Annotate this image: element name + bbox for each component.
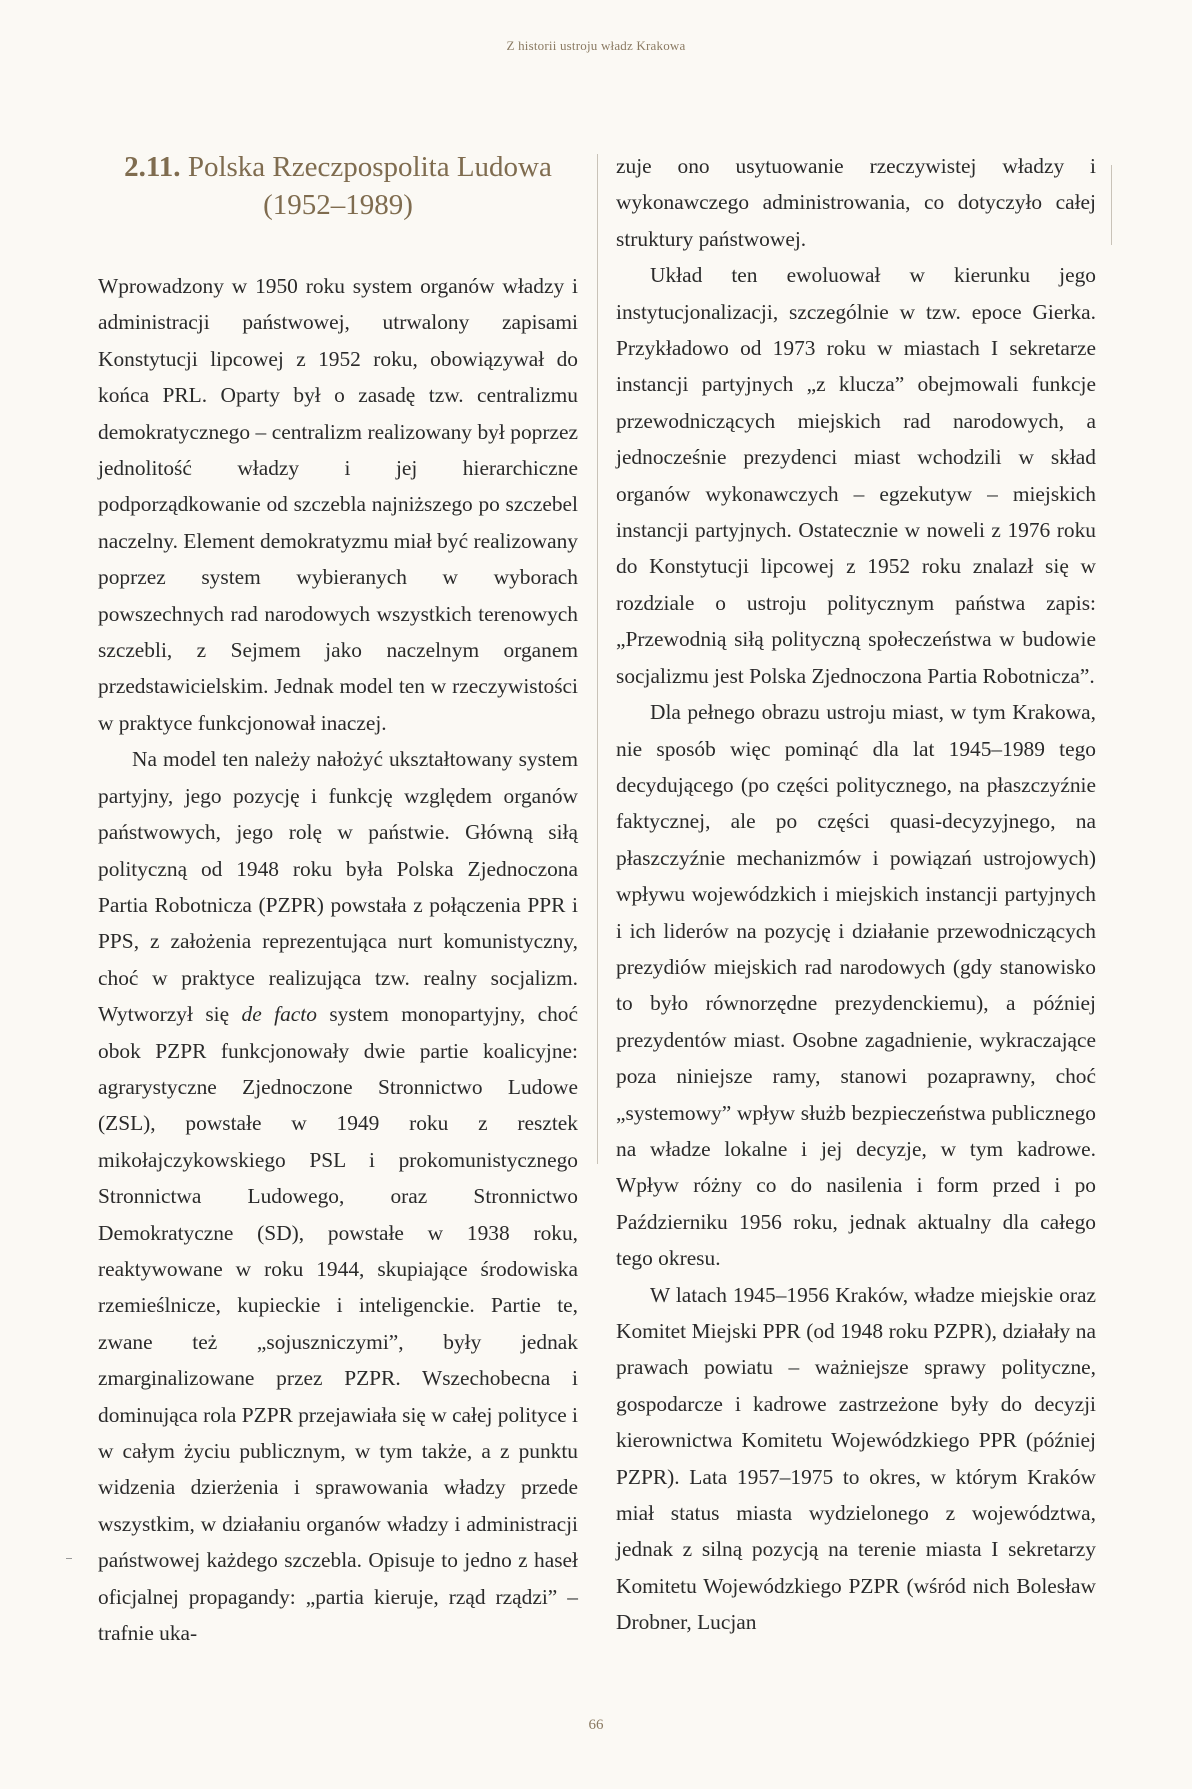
paragraph: Układ ten ewoluował w kierunku jego instytucjonalizacji, szczególnie w tzw. epoce Gierka. Przykładowo od 1973 roku w miastach I sekretarze instancji partyjnych „z klucza” obejmowali funkcje przewodniczących miejskich rad narodowych, a jednocześnie prezydenci miast wchodzili w skład organów wykonawczych – egzekutyw – miejskich instancji partyjnych. Ostatecznie w noweli z 1976 roku do Konstytucji lipcowej z 1952 roku znalazł się w rozdziale o ustroju politycznym państwa zapis: „Przewodnią siłą polityczną społeczeństwa w budowie socjalizmu jest Polska Zjednoczona Partia Robotnicza”. [616,263,1096,688]
paragraph: Dla pełnego obrazu ustroju miast, w tym Krakowa, nie sposób więc pominąć dla lat 1945–1989 tego decydującego (po części politycznego, na płaszczyźnie faktycznej, ale po części quasi-decyzyjnego, na płaszczyźnie mechanizmów i powiązań ustrojowych) wpływu wojewódzkich i miejskich instancji partyjnych i ich liderów na pozycję i działanie przewodniczących prezydiów miejskich rad narodowych (gdy stanowisko to było równorzędne prezydenckiemu), a później prezydentów miast. Osobne zagadnienie, wykraczające poza niniejsze ramy, stanowi pozaprawny, choć „systemowy” wpływ służb bezpieczeństwa publicznego na władze lokalne i jej decyzje, w tym kadrowe. Wpływ różny co do nasilenia i form przed i po Październiku 1956 roku, jednak aktualny dla całego tego okresu. [616,700,1096,1271]
paragraph-text: Na model ten należy nałożyć ukształtowany system partyjny, jego pozycję i funkcję względem organów państwowych, jego rolę w państwie. Główną siłą polityczną od 1948 roku była Polska Zjednoczona Partia Robotnicza (PZPR) powstała z połączenia PPR i PPS, z założenia reprezentująca nurt komunistyczny, choć w praktyce realizująca tzw. realny socjalizm. Wytworzył się [98,747,578,1027]
left-column [98,148,578,1651]
section-title-line1: Polska Rzeczpospolita Ludowa [187,151,552,183]
paragraph: W latach 1945–1956 Kraków, władze miejskie oraz Komitet Miejski PPR (od 1948 roku PZPR), działały na prawach powiatu – ważniejsze sprawy polityczne, gospodarcze i kadrowe zastrzeżone były do decyzji kierownictwa Komitetu Wojewódzkiego PPR (później PZPR). Lata 1957–1975 to okres, w którym Kraków miał status miasta wydzielonego z województwa, jednak z silną pozycją na terenie miasta I sekretarzy Komitetu Wojewódzkiego PZPR (wśród nich Bolesław Drobner, Lucjan [616,1282,1096,1635]
section-title-line2: (1952–1989) [263,189,413,221]
section-heading [98,148,578,224]
paragraph: zuje ono usytuowanie rzeczywistej władzy i wykonawczego administrowania, co dotyczyło całej struktury państwowej. [616,154,1096,251]
section-number: 2.11. [124,151,181,183]
paragraph-text: system monopartyjny, choć obok PZPR funkcjonowały dwie partie koalicyjne: agrarystyczne Zjednoczone Stronnictwo Ludowe (ZSL), powstałe w 1949 roku z resztek mikołajczykowskiego PSL i prokomunistycznego Stronnictwa Ludowego, oraz Stronnictwo Demokratyczne (SD), powstałe w 1938 roku, reaktywowane w roku 1944, skupiające środowiska rzemieślnicze, kupieckie i inteligenckie. Partie te, zwane też „sojuszniczymi”, były jednak zmarginalizowane przez PZPR. Wszechobecna i dominująca rola PZPR przejawiała się w całej polityce i w całym życiu publicznym, w tym także, a z punktu widzenia dzierżenia i sprawowania władzy przede wszystkim, w działaniu organów władzy i administracji państwowej każdego szczebla. Opisuje to jedno z haseł oficjalnej propagandy: „partia kieruje, rząd rządzi” – trafnie uka- [98,1002,578,1646]
right-margin-rule [1111,165,1112,245]
column-divider [597,154,598,1164]
paragraph: Wprowadzony w 1950 roku system organów władzy i administracji państwowej, utrwalony zapisami Konstytucji lipcowej z 1952 roku, obowiązywał do końca PRL. Oparty był o zasadę tzw. centralizmu demokratycznego – centralizm realizowany był poprzez jednolitość władzy i jej hierarchiczne podporządkowanie od szczebla najniższego po szczebel naczelny. Element demokratyzmu miał być realizowany poprzez system wybieranych w wyborach powszechnych rad narodowych wszystkich terenowych szczebli, z Sejmem jako naczelnym organem przedstawicielskim. Jednak model ten w rzeczywistości w praktyce funkcjonował inaczej. [98,274,578,735]
page-number: 66 [588,1717,604,1733]
margin-mark [66,1558,72,1559]
latin-term: de facto [241,1002,317,1027]
right-column [616,148,1096,1641]
running-header: Z historii ustroju władz Krakowa [506,38,686,53]
paragraph [98,741,578,1651]
